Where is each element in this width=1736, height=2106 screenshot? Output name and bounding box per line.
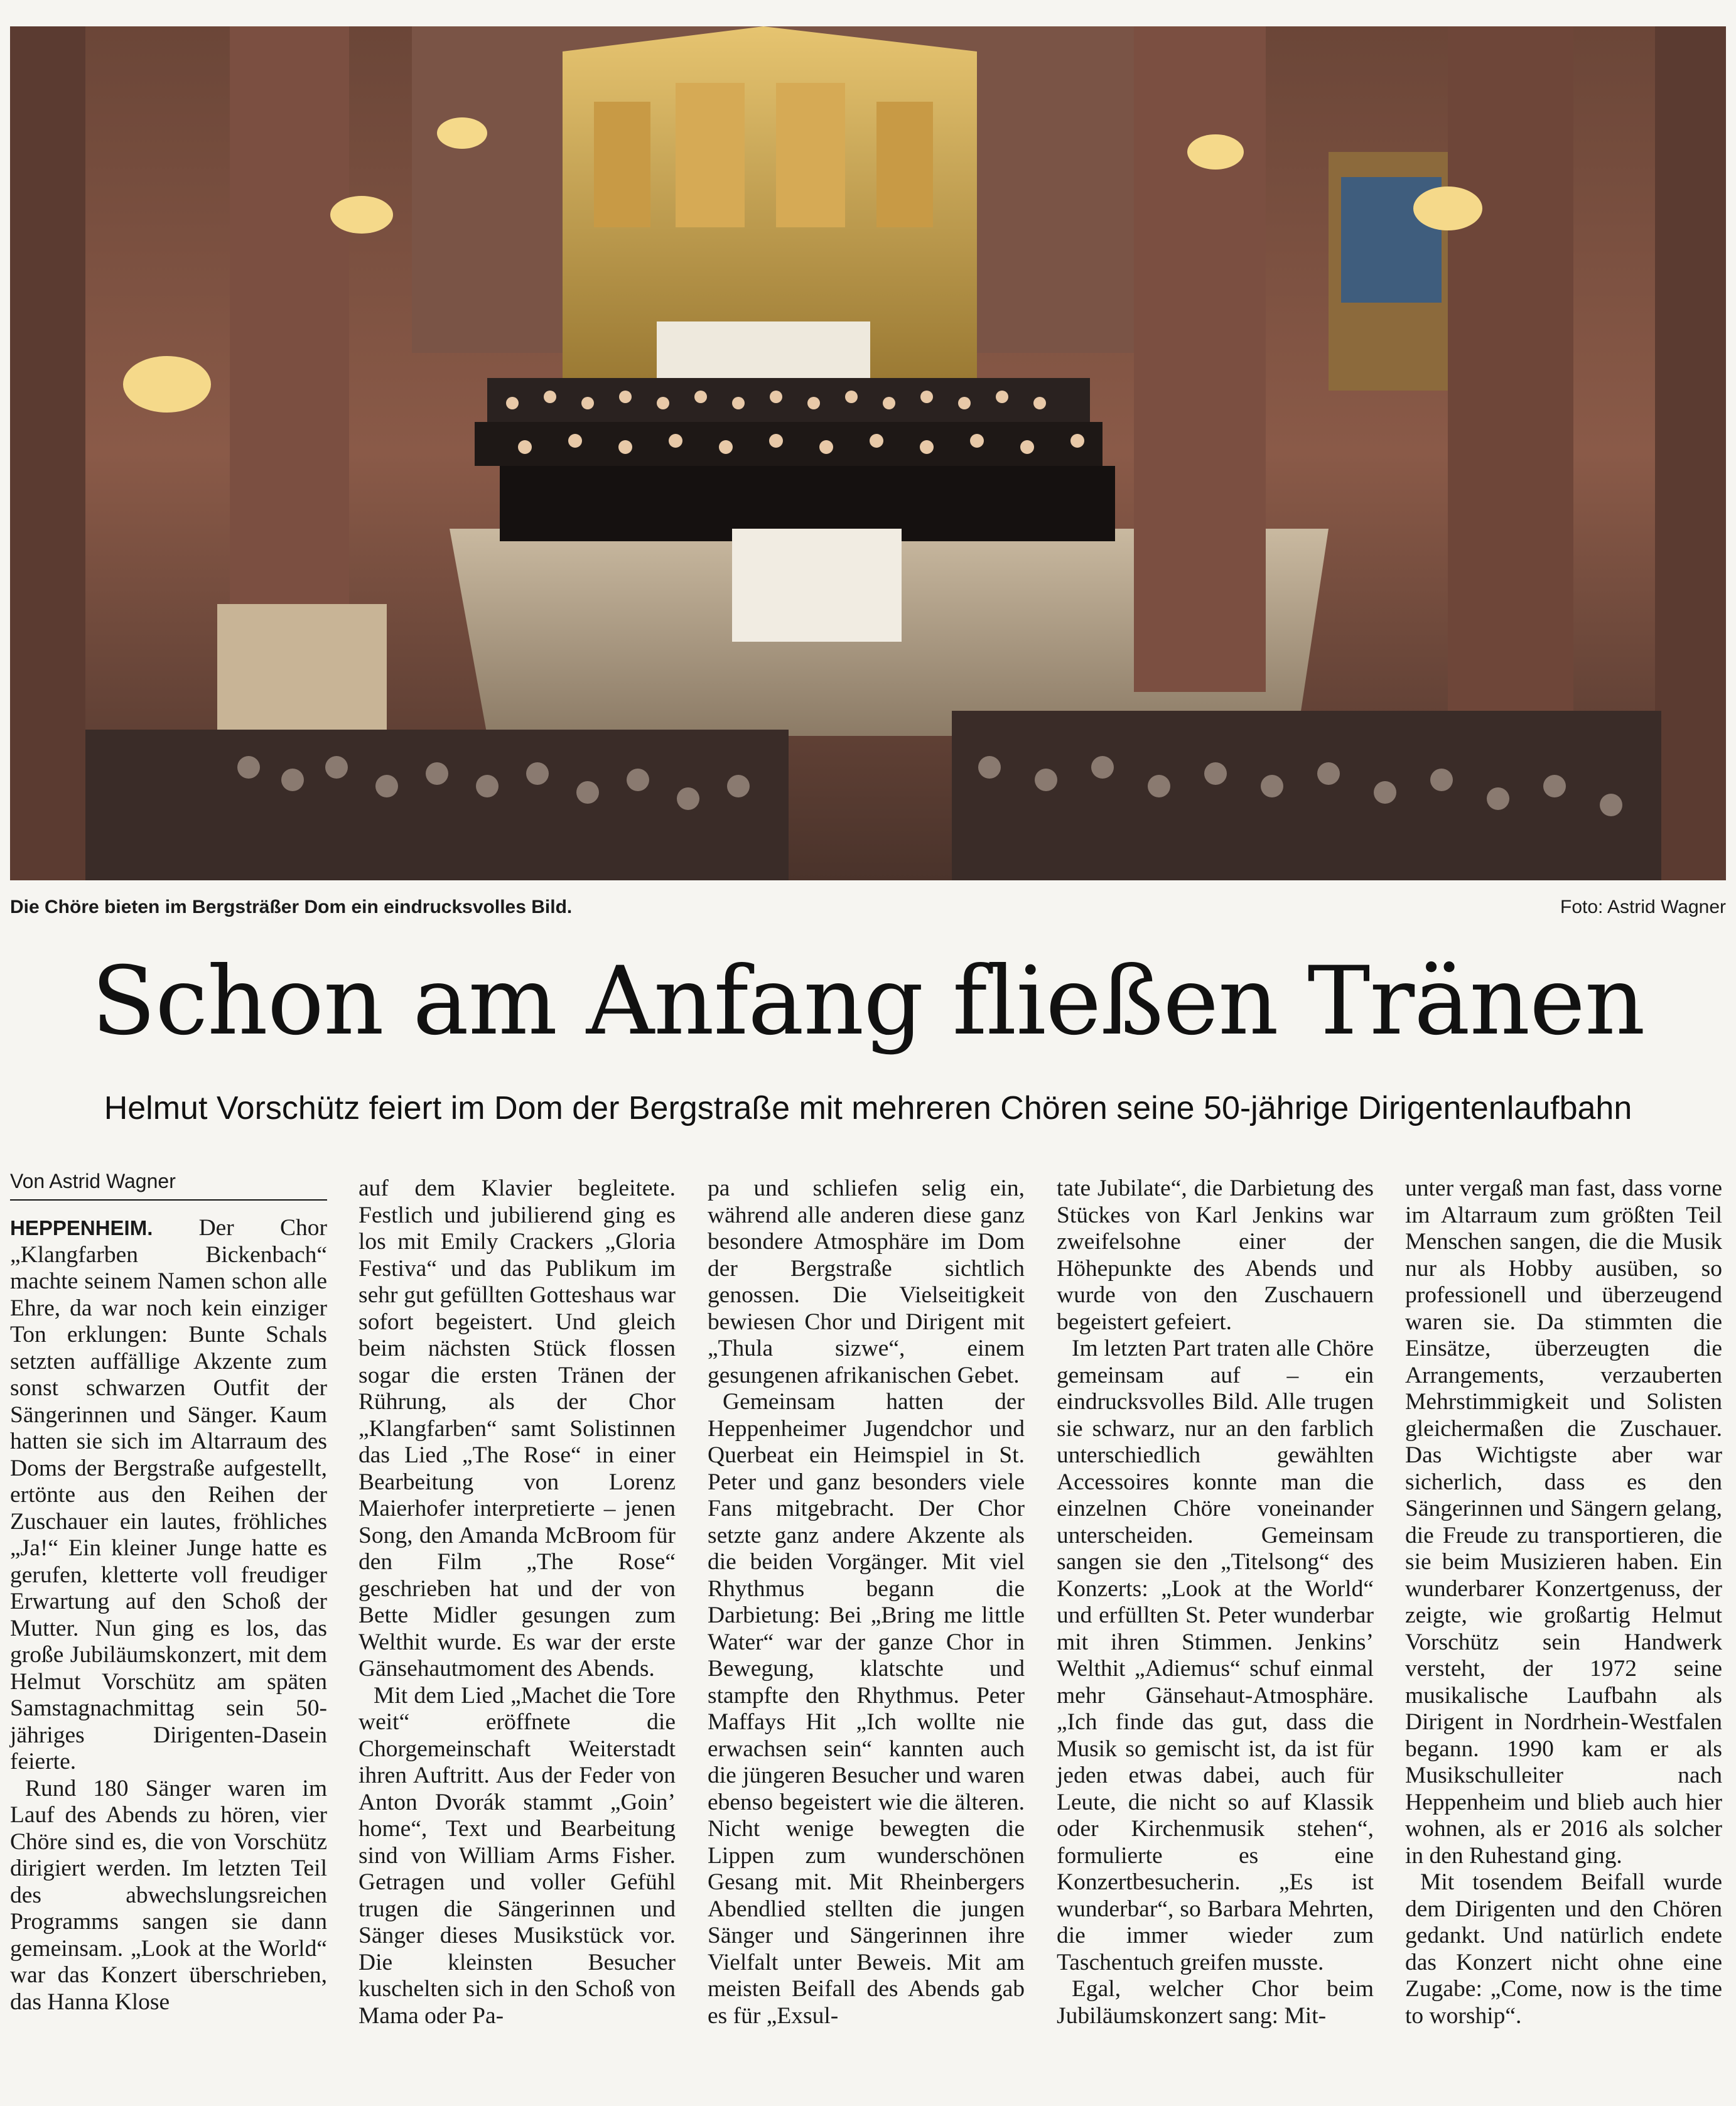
photo-caption: Die Chöre bieten im Bergsträßer Dom ein eindrucksvolles Bild. bbox=[10, 897, 573, 917]
article-headline: Schon am Anfang fließen Tränen bbox=[91, 947, 1645, 1056]
column-1-paragraph-2: Rund 180 Sänger waren im Lauf des Abends zu hören, vier Chöre sind es, die von Vorschütz dirigiert werden. Im letzten Teil des abwechslungsreichen Programms sangen sie dann gemeinsam. „Look at the World“ war das Konzert überschrieben, das Hanna Klose bbox=[10, 1775, 327, 2015]
column-2-paragraph-1: auf dem Klavier begleitete. Festlich und jubilierend ging es los mit Emily Crackers „Gloria Festiva“ und das Publikum im sehr gut gefüllten Gotteshaus war sofort begeistert. Und gleich beim nächsten Stück flossen sogar die ersten Tränen der Rührung, als der Chor „Klangfarben“ samt Solistinnen das Lied „The Rose“ in einer Bearbeitung von Lorenz Maierhofer interpretierte – jenen Song, den Amanda McBroom für den Film „The Rose“ geschrieben hat und der von Bette Midler gesungen zum Welthit wurde. Es war der erste Gänsehautmoment des Abends. bbox=[359, 1175, 676, 1682]
article-byline: Von Astrid Wagner bbox=[10, 1165, 327, 1201]
column-4-paragraph-2: Im letzten Part traten alle Chöre gemeinsam auf – ein eindrucksvolles Bild. Alle trugen sie schwarz, nur an den farblich unterschiedlich gewählten Accessoires konnte man die einzelnen Chöre voneinander unterscheiden. Gemeinsam sangen sie den „Titelsong“ des Konzerts: „Look at the World“ und erfüllten St. Peter wunderbar mit ihren Stimmen. Jenkins’ Welthit „Adiemus“ schuf einmal mehr Gänsehaut-Atmosphäre. „Ich finde das gut, dass die Musik so gemischt ist, da ist für jeden etwas dabei, auch für Leute, die nicht so auf Klassik oder Kirchenmusik stehen“, formulierte es eine Konzertbesucherin. „Es ist wunderbar“, so Barbara Mehrten, die immer wieder zum Taschentuch greifen musste. bbox=[1057, 1336, 1374, 1975]
paragraph-text: Der Chor „Klangfarben Bickenbach“ machte seinem Namen schon alle Ehre, da war noch kein einziger Ton erklungen: Bunte Schals setzten auffällige Akzente zum sonst schwarzen Outfit der Sängerinnen und Sänger. Kaum hatten sie sich im Altarraum des Doms der Bergstraße aufgestellt, ertönte aus den Reihen der Zuschauer ein lautes, fröhliches „Ja!“ Ein kleiner Junge hatte es gerufen, kletterte voll freudiger Erwartung auf den Schoß der Mutter. Nun ging es los, das große Jubiläumskonzert, mit dem Helmut Vorschütz am späten Samstagnachmittag sein 50-jähriges Dirigenten-Dasein feierte. bbox=[10, 1215, 327, 1774]
article-column-4 bbox=[1057, 1175, 1374, 2029]
column-3-paragraph-2: Gemeinsam hatten der Heppenheimer Jugendchor und Querbeat ein Heimspiel in St. Peter und ganz besonders viele Fans mitgebracht. Der Chor setzte ganz andere Akzente als die beiden Vorgänger. Mit viel Rhythmus begann die Darbietung: Bei „Bring me little Water“ war der ganze Chor in Bewegung, klatschte und stampfte den Rhythmus. Peter Maffays Hit „Ich wollte nie erwachsen sein“ kannten auch die jüngeren Besucher und waren ebenso begeistert wie die älteren. Nicht wenige bewegten die Lippen zum wunderschönen Gesang mit. Mit Rheinbergers Abendlied stellten die jungen Sänger und Sängerinnen ihre Vielfalt unter Beweis. Mit am meisten Beifall des Abends gab es für „Exsul- bbox=[708, 1389, 1025, 2029]
article-column-1 bbox=[10, 1215, 327, 2016]
column-1-paragraph-1 bbox=[10, 1215, 327, 1776]
article-subheadline: Helmut Vorschütz feiert im Dom der Bergstraße mit mehreren Chören seine 50-jährige Dirigentenlaufbahn bbox=[104, 1090, 1632, 1126]
column-4-paragraph-3: Egal, welcher Chor beim Jubiläumskonzert sang: Mit- bbox=[1057, 1976, 1374, 2029]
column-5-paragraph-1: unter vergaß man fast, dass vorne im Altarraum zum größten Teil Menschen sangen, die die Musik nur als Hobby ausüben, so professionell und überzeugend waren sie. Da stimmten die Einsätze, überzeugten die Arrangements, verzauberten Mehrstimmigkeit und Solisten gleichermaßen die Zuschauer. Das Wichtigste aber war sicherlich, dass es den Sängerinnen und Sängern gelang, die Freude zu transportieren, die sie beim Musizieren haben. Ein wunderbarer Konzertgenuss, der zeigte, wie großartig Helmut Vorschütz sein Handwerk versteht, der 1972 seine musikalische Laufbahn als Dirigent in Nordrhein-Westfalen begann. 1990 kam er als Musikschulleiter nach Heppenheim und blieb auch hier wohnen, als er 2016 als solcher in den Ruhestand ging. bbox=[1405, 1175, 1722, 1869]
article-column-5 bbox=[1405, 1175, 1722, 2029]
column-4-paragraph-1: tate Jubilate“, die Darbietung des Stückes von Karl Jenkins war zweifelsohne einer der Höhepunkte des Abends und wurde von den Zuschauern begeistert gefeiert. bbox=[1057, 1175, 1374, 1335]
column-5-paragraph-2: Mit tosendem Beifall wurde dem Dirigenten und den Chören gedankt. Und natürlich endete das Konzert nicht ohne eine Zugabe: „Come, now is the time to worship“. bbox=[1405, 1869, 1722, 2029]
article-column-3 bbox=[708, 1175, 1025, 2029]
column-2-paragraph-2: Mit dem Lied „Machet die Tore weit“ eröffnete die Chorgemeinschaft Weiterstadt ihren Auftritt. Aus der Feder von Anton Dvorák stammt „Goin’ home“, Text und Bearbeitung sind von William Arms Fisher. Getragen und voller Gefühl trugen die Sängerinnen und Sänger dieses Musikstück vor. Die kleinsten Besucher kuschelten sich in den Schoß von Mama oder Pa- bbox=[359, 1682, 676, 2029]
dateline: HEPPENHEIM. bbox=[10, 1216, 153, 1239]
photo-credit: Foto: Astrid Wagner bbox=[1560, 897, 1726, 917]
column-3-paragraph-1: pa und schliefen selig ein, während alle anderen diese ganz besondere Atmosphäre im Dom der Bergstraße sichtlich genossen. Die Vielseitigkeit bewiesen Chor und Dirigent mit „Thula sizwe“, einem gesungenen afrikanischen Gebet. bbox=[708, 1175, 1025, 1388]
article-column-2 bbox=[359, 1175, 676, 2029]
church-concert-photo bbox=[10, 26, 1726, 880]
photo-illustration bbox=[10, 26, 1726, 880]
photo-caption-bar bbox=[10, 892, 1726, 923]
